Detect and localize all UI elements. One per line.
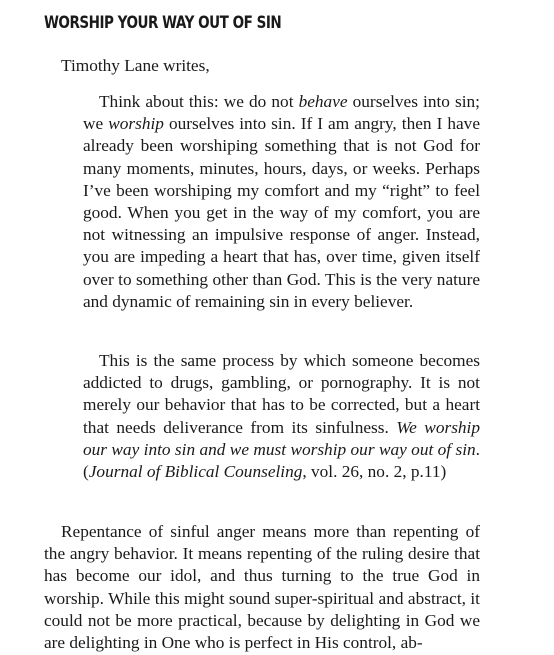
- quote-1-text-3: ourselves into sin. If I am angry, then I have already been worshiping something that is not God for many moments, minutes, hours, days, or weeks. Perhaps I’ve been worshiping my comfort and my “right” to feel good. When you get in the way of my comfort, you are not witnessing an impulsive response of anger. Instead, you are impeding a heart that has, over time, given itself over to something other than God. This is the very nature and dynamic of remaining sin in every believer.: [83, 114, 480, 311]
- quote-1-italic-worship: worship: [108, 114, 164, 134]
- quote-1-paragraph: [83, 91, 480, 313]
- section-heading: WORSHIP YOUR WAY OUT OF SIN: [44, 13, 282, 32]
- intro-line: Timothy Lane writes,: [61, 56, 210, 75]
- body-paragraph: [44, 521, 480, 654]
- quote-2-journal-title: Journal of Biblical Counseling: [88, 462, 303, 482]
- block-quote-1: [83, 91, 480, 313]
- block-quote-2: [83, 350, 480, 483]
- quote-1-text-2: ourselves into sin; we: [83, 92, 480, 134]
- quote-1-text-1: Think about this: we do not: [99, 92, 299, 111]
- quote-1-italic-behave: behave: [298, 92, 348, 111]
- body-paragraph-text: Repentance of sinful anger means more than repenting of the angry behavior. It means repenting of the ruling desire that has become our idol, and thus turning to the true God in worship. While this might sound super-spiritual and abstract, it could not be more practical, because by delighting in God we are delighting in One who is perfect in His control, ab-: [44, 522, 480, 653]
- quote-2-text-2: . (: [83, 439, 480, 482]
- quote-2-citation: , vol. 26, no. 2, p.11): [302, 462, 447, 482]
- quote-2-italic-emphasis: We worship our way into sin and we must worship our way out of sin: [83, 417, 480, 459]
- quote-2-paragraph: [83, 350, 480, 483]
- quote-2-text-1: This is the same process by which someone becomes addicted to drugs, gambling, or pornography. It is not merely our behavior that has to be corrected, but a heart that needs deliverance from its sinfulness.: [83, 351, 480, 437]
